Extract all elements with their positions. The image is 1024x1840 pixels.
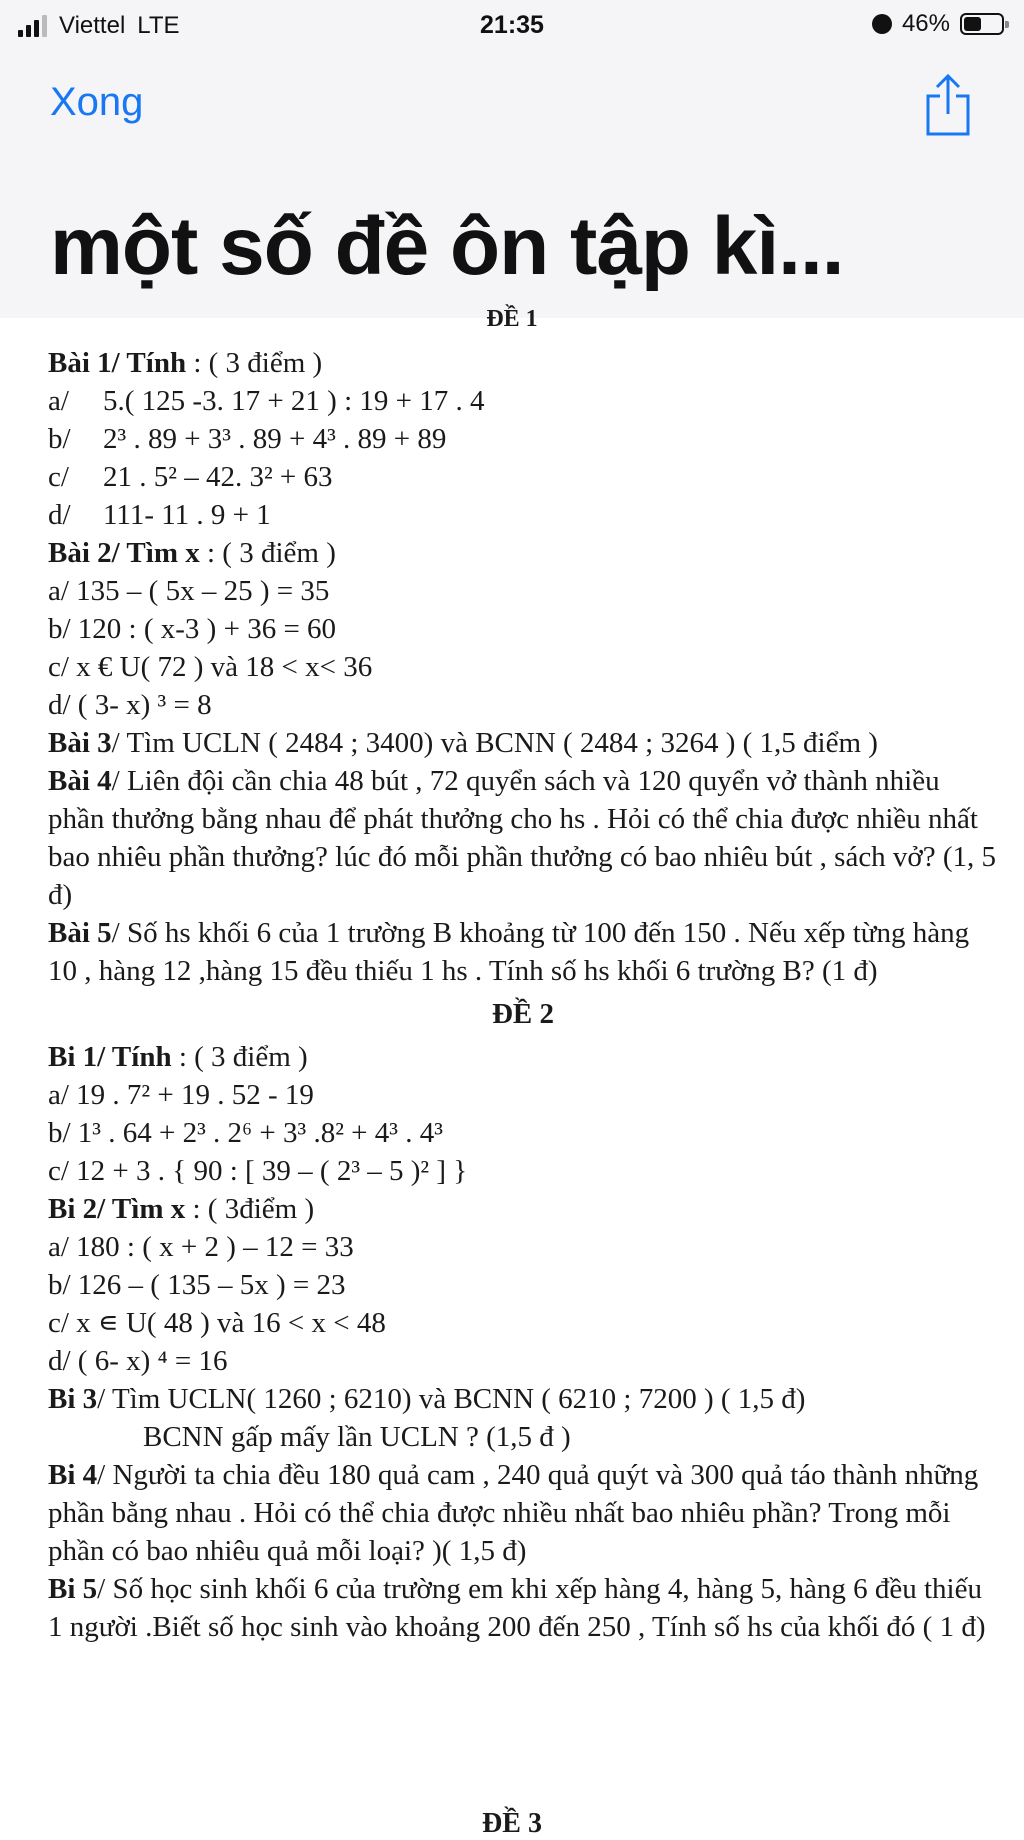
de2-bai2-heading: Bi 2/ Tìm x : ( 3điểm ) <box>48 1193 315 1225</box>
de1-bai5: Bài 5/ Số hs khối 6 của 1 trường B khoảng từ 100 đến 150 . Nếu xếp từng hàng 10 , hàng 12 ,hàng 15 đều thiếu 1 hs . Tính số hs khối 6 trường B? (1 đ) <box>48 917 970 987</box>
battery-fill <box>964 17 981 31</box>
de2-heading: ĐỀ 2 <box>491 998 555 1030</box>
de2-bai3: Bi 3/ Tìm UCLN( 1260 ; 6210) và BCNN ( 6210 ; 7200 ) ( 1,5 đ) <box>48 1383 806 1415</box>
document-view[interactable] <box>0 306 1024 1839</box>
de1-bai1-b: b/ 2³ . 89 + 3³ . 89 + 4³ . 89 + 89 <box>48 423 447 455</box>
de1-bai2-d: d/ ( 3- x) ³ = 8 <box>48 689 212 721</box>
alarm-icon <box>872 14 892 34</box>
carrier-name: Viettel <box>59 12 126 39</box>
de2-bai2-b: b/ 126 – ( 135 – 5x ) = 23 <box>48 1269 346 1301</box>
page-title: một số đề ôn tập kì... <box>50 201 844 292</box>
battery-icon <box>960 13 1004 35</box>
battery-percent: 46% <box>901 10 950 37</box>
share-button[interactable] <box>922 72 974 140</box>
section-heading-next-partial: ĐỀ 3 <box>482 1808 542 1839</box>
de1-bai2-heading: Bài 2/ Tìm x : ( 3 điểm ) <box>48 537 336 569</box>
nav-header <box>0 50 1024 319</box>
de1-bai1-d: d/ 111- 11 . 9 + 1 <box>48 499 271 531</box>
de2-bai1-c: c/ 12 + 3 . { 90 : [ 39 – ( 2³ – 5 )² ] } <box>48 1155 468 1187</box>
section-heading-partial: ĐỀ 1 <box>486 306 538 332</box>
de1-bai4: Bài 4/ Liên đội cần chia 48 bút , 72 quyển sách và 120 quyển vở thành nhiều phần thưởng bằng nhau để phát thưởng cho hs . Hỏi có thể chia được nhiều nhất bao nhiêu phần thưởng? lúc đó mỗi phần thưởng có bao nhiêu bút , sách vở? (1, 5 đ) <box>48 765 997 911</box>
document-content <box>48 344 998 1646</box>
de2-bai4: Bi 4/ Người ta chia đều 180 quả cam , 240 quả quýt và 300 quả táo thành những phần bằng nhau . Hỏi có thể chia được nhiều nhất bao nhiêu phần? Trong mỗi phần có bao nhiêu quả mỗi loại? )( 1,5 đ) <box>48 1459 979 1567</box>
de1-bai2-a: a/ 135 – ( 5x – 25 ) = 35 <box>48 575 330 607</box>
status-time: 21:35 <box>480 11 544 39</box>
de1-bai2-c: c/ x € U( 72 ) và 18 < x< 36 <box>48 651 373 683</box>
network-type: LTE <box>137 12 180 39</box>
de2-bai5: Bi 5/ Số học sinh khối 6 của trường em khi xếp hàng 4, hàng 5, hàng 6 đều thiếu 1 người .Biết số học sinh vào khoảng 200 đến 250 , Tính số hs của khối đó ( 1 đ) <box>48 1573 986 1643</box>
done-button[interactable]: Xong <box>50 80 144 124</box>
status-bar <box>0 0 1024 50</box>
de2-bai1-b: b/ 1³ . 64 + 2³ . 2⁶ + 3³ .8² + 4³ . 4³ <box>48 1117 443 1149</box>
de2-bai1-a: a/ 19 . 7² + 19 . 52 - 19 <box>48 1079 314 1111</box>
de2-bai2-c: c/ x ∊ U( 48 ) và 16 < x < 48 <box>48 1307 386 1339</box>
de2-bai3-line2: BCNN gấp mấy lần UCLN ? (1,5 đ ) <box>143 1421 571 1453</box>
de1-bai2-b: b/ 120 : ( x-3 ) + 36 = 60 <box>48 613 337 645</box>
de2-bai1-heading: Bi 1/ Tính : ( 3 điểm ) <box>48 1041 308 1073</box>
de1-bai1-a: a/ 5.( 125 -3. 17 + 21 ) : 19 + 17 . 4 <box>48 385 485 417</box>
de1-bai3: Bài 3/ Tìm UCLN ( 2484 ; 3400) và BCNN ( 2484 ; 3264 ) ( 1,5 điểm ) <box>48 727 878 759</box>
status-right <box>872 10 1004 38</box>
de2-bai2-d: d/ ( 6- x) ⁴ = 16 <box>48 1345 228 1377</box>
de1-bai1-heading: Bài 1/ Tính : ( 3 điểm ) <box>48 347 323 379</box>
de1-bai1-c: c/ 21 . 5² – 42. 3² + 63 <box>48 461 333 493</box>
share-icon <box>922 72 974 140</box>
de2-bai2-a: a/ 180 : ( x + 2 ) – 12 = 33 <box>48 1231 354 1263</box>
